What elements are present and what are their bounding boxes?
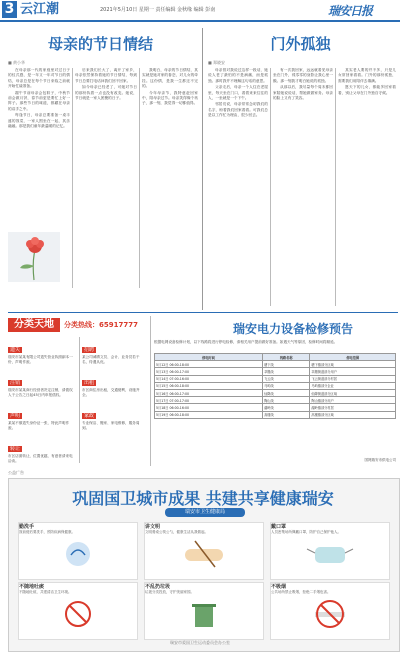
poster-subtitle: 瑞安市卫生健康局	[165, 508, 245, 517]
poster-cell: 不随地吐痰 不随地吐痰，共建清洁卫生环境。	[18, 582, 138, 640]
flower-illustration	[8, 232, 60, 282]
poster-tag: 公益广告	[8, 470, 24, 475]
issue-meta: 2021年5月10日 星期一 责任编辑 金秋缘 编辑 彭南	[100, 7, 216, 13]
article2-col3: 其实老人要的并不多，只是儿女常回家看看。门外的那份孤独，需要我们用陪伴去填满。 愿天下的儿女，都能多回家看看，别让父母在门外独自守候。	[338, 68, 396, 95]
table-row: 5月18日 06:00-16:00 湖岭线 湖岭镇部分村居	[155, 404, 396, 411]
classified-col1	[8, 336, 76, 464]
newspaper-logo: 瑞安日报	[328, 4, 373, 18]
table-row: 5月17日 07:00-17:00 陶山线 陶山镇部分用户	[155, 397, 396, 404]
table-header: 停电时间	[155, 354, 263, 361]
column-divider	[139, 68, 140, 288]
poster-cell: 勤洗手 饭前便后要洗手，预防疾病保健康。	[18, 522, 138, 580]
classified-item: 转让 市区店面转让，位置优越，有意者请来电洽谈。	[8, 446, 73, 463]
classified-item: 出租 市区商住房出租，交通便利，设施齐全。	[82, 380, 140, 397]
classified-item: 声明 某某不慎遗失身份证一张，特此声明作废。	[8, 413, 70, 430]
page-number: 3	[2, 1, 17, 18]
power-notice-intro: 根据电网设备检修计划，以下线路将进行停电检修，请相关用户提前做好准备。如遇天气等原因，检修时间将顺延。	[154, 340, 338, 344]
no-smoking-icon	[271, 595, 389, 633]
power-notice-footer: 国网瑞安市供电公司	[364, 458, 396, 462]
section-divider	[8, 312, 398, 313]
table-row: 5月14日 07:00-16:00 飞云线 飞云街道部分村居	[155, 375, 396, 382]
classified-item: 家政 专业保洁、搬家、家电维修，服务周到。	[82, 413, 140, 430]
trash-bin-icon	[145, 595, 263, 633]
classified-col2	[82, 336, 144, 464]
table-header: 线路名称	[263, 354, 310, 361]
poster-cell: 讲文明 文明餐桌公筷公勺，健康生活从我做起。	[144, 522, 264, 580]
no-spitting-icon	[19, 595, 137, 633]
table-row: 5月13日 06:00-17:00 莘塍线 莘塍街道部分用户	[155, 368, 396, 375]
table-row: 5月12日 06:00-18:00 塘下线 塘下镇部分区域	[155, 361, 396, 368]
poster-title: 巩固国卫城市成果 共建共享健康瑞安	[72, 489, 334, 508]
table-row: 5月16日 06:00-17:00 仙降线 仙降街道部分区域	[155, 389, 396, 396]
column-divider	[79, 337, 80, 463]
column-divider	[270, 68, 271, 306]
poster-cell: 不乱扔垃圾 垃圾分类投放，守护美丽家园。	[144, 582, 264, 640]
classified-label: 分类天地	[8, 318, 60, 332]
classified-item: 注销 瑞安市某某商行经营者决定注销，请债权人于公告之日起45日内申报债权。	[8, 380, 73, 397]
classified-item: 招聘 某公司诚聘文员、会计、业务员若干名，待遇从优。	[82, 347, 140, 364]
article1-title: 母亲的节日情结	[47, 35, 153, 53]
power-notice-title: 瑞安电力设备检修预告	[232, 322, 353, 336]
chopsticks-icon	[145, 535, 263, 573]
article2-col2: 有一次我回家，远远就看见母亲坐在门外，孤零零的身影让我心里一酸。那一刻我才明白她说的孤独。 从那以后，我尽量每个周末都回家陪她说说话，帮她做做家务。母亲的脸上又有了笑容。	[273, 68, 333, 101]
section-name: 云江潮	[20, 2, 60, 17]
article1-col3: 我明白，母亲的节日情结，其实就是她对家的眷恋，对儿女的牵挂。这份情，是我一生都还不完的。 今年母亲节，我特意赶回家中，陪母亲过节。母亲笑得像个孩子，那一刻，我觉得一切都值得。	[142, 68, 198, 106]
article2-byline: ■ 郑晓安	[208, 60, 226, 65]
table-header: 停电范围	[310, 354, 396, 361]
table-row: 5月19日 06:00-18:00 高楼线 高楼镇部分区域	[155, 411, 396, 418]
article-divider	[202, 28, 203, 310]
power-outage-table	[154, 353, 396, 419]
article1-byline: ■ 黄小华	[8, 60, 26, 65]
handwash-icon	[19, 535, 137, 573]
classified-phone: 分类热线：65917777	[64, 321, 138, 329]
column-divider	[335, 68, 336, 306]
poster-cell: 戴口罩 人员密集场所佩戴口罩，防护自己保护他人。	[270, 522, 390, 580]
poster-sponsor: 瑞安市爱国卫生运动委员会办公室	[170, 640, 230, 645]
article2-title: 门外孤独	[270, 35, 331, 53]
article1-col1: 在母亲那一代的家庭里对过日子的仪式感，是一年又一年对节日的情结，母亲总是在每个节日来临之前就开始忙碌准备。 端午节前母亲会包粽子，中秋节前会做月饼，春节前更是要忙上好一阵子。那些节日的味道，都藏在母亲的双手之中。 每逢节日，母亲总要准备一桌丰盛的饭菜，一家人围坐在一起，其乐融融。那是我们童年最温暖的记忆。	[8, 68, 70, 129]
article1-col2: 后来我们长大了，离开了家乡，母亲依然保持着她的节日情结，每到节日总要打电话问我们回不回家。 如今母亲已经老了，可她对节日的那份执着一点也没有改变。她说，节日就是一家人团聚的日子。	[75, 68, 137, 101]
classified-item: 遗失 瑞安市某某有限公司遗失营业执照副本一份，声明作废。	[8, 347, 73, 364]
column-divider	[72, 68, 73, 288]
table-header-row	[155, 354, 396, 361]
table-row: 5月15日 06:00-18:00 马屿线 马屿镇部分企业	[155, 382, 396, 389]
article2-col1: 母亲曾对我说过这样一段话，她说人老了最怕的不是病痛，而是孤独。那时我并不理解这句话的意思。 父亲走后，母亲一个人住在老屋里，每天坐在门口，看着来来往往的人，一坐就是一个下午。 邻居们说，母亲常常念叨我们的名字，盼着我们回家看看。可我们总是以工作忙为理由，很少回去。	[208, 68, 268, 118]
mask-icon	[271, 535, 389, 573]
column-divider	[150, 316, 151, 466]
poster-cell: 不吸烟 公共场所禁止吸烟，拒绝二手烟危害。	[270, 582, 390, 640]
